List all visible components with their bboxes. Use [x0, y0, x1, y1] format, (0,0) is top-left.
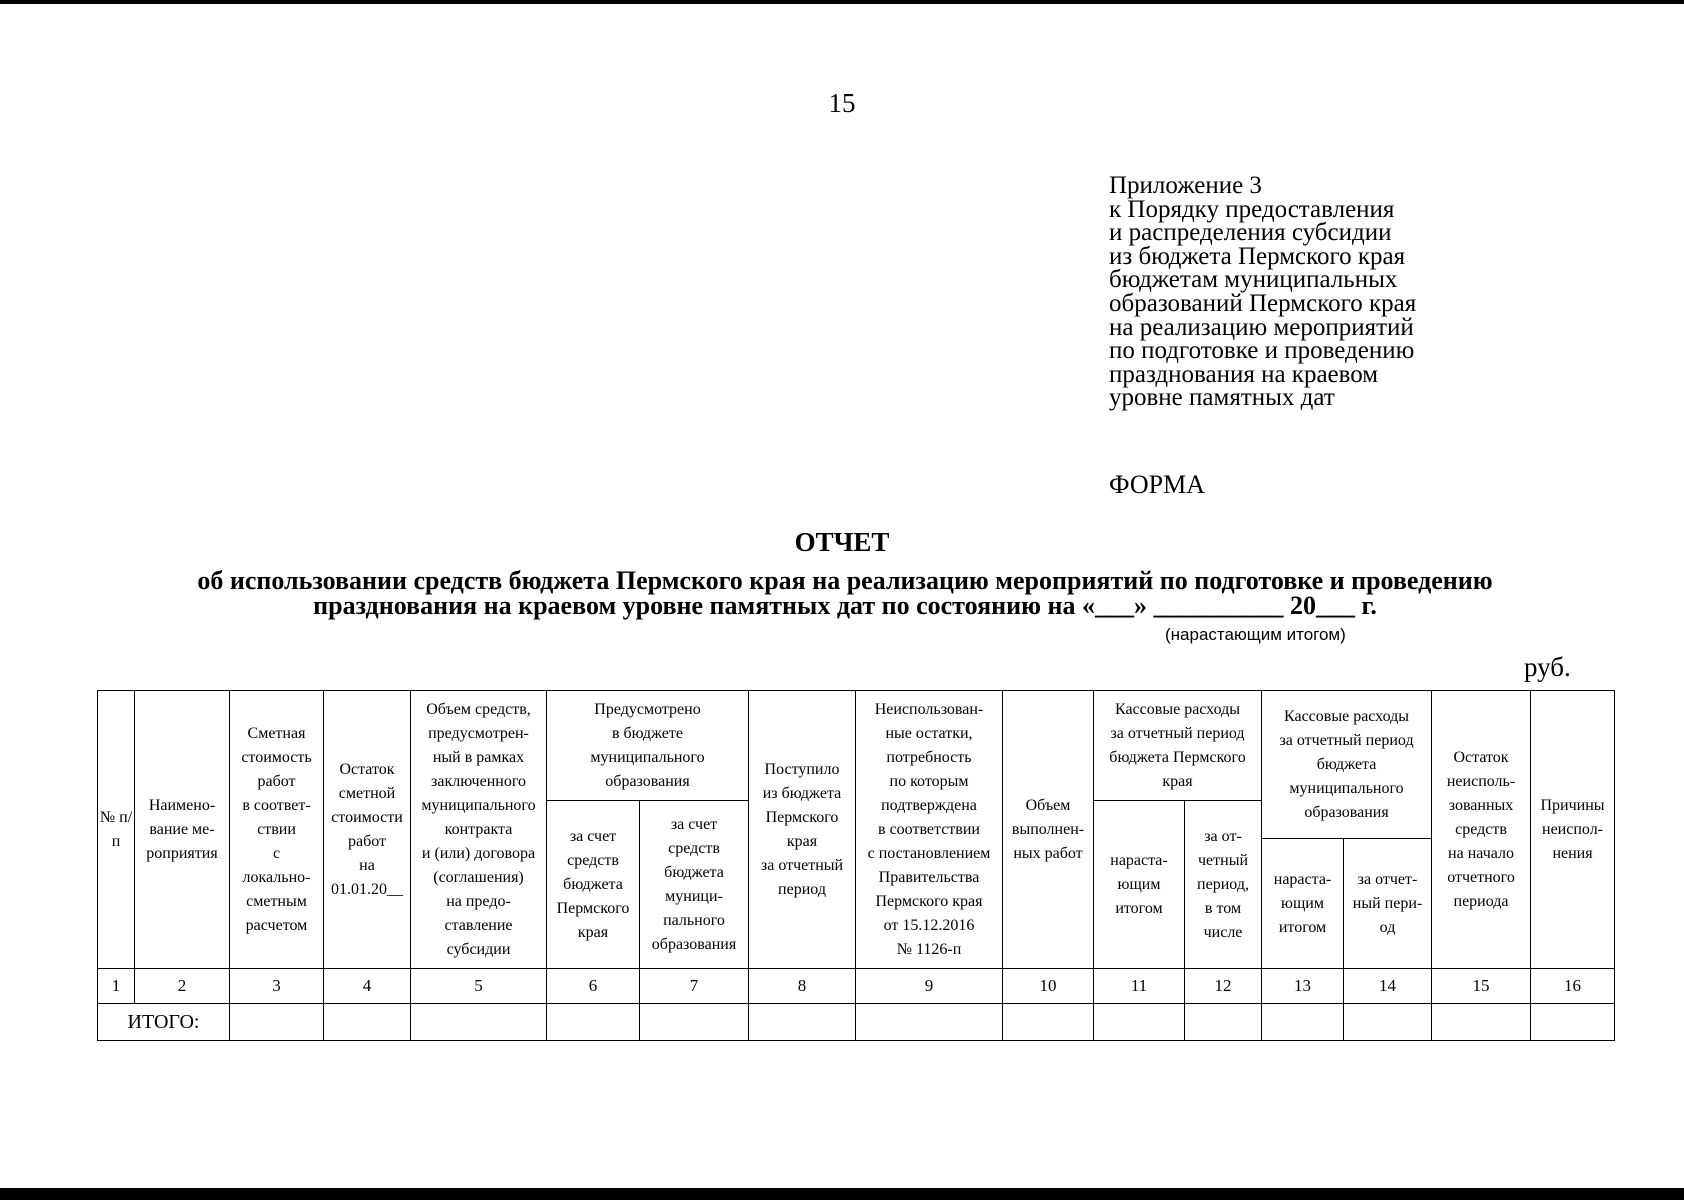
appendix-line: образований Пермского края [1109, 289, 1417, 317]
total-cell [547, 1004, 640, 1041]
currency-label: руб. [1524, 652, 1571, 682]
scan-top-edge [0, 0, 1684, 4]
header-regional-period: за от- четный период, в том числе [1185, 801, 1262, 969]
subtitle-line-1: об использовании средств бюджета Пермского края на реализацию мероприятий по подготовке и проведению [197, 566, 1493, 595]
appendix-line: к Порядку предоставления [1109, 195, 1395, 223]
report-title: ОТЧЕТ [794, 527, 890, 557]
total-cell [1185, 1004, 1262, 1041]
appendix-line: по подготовке и проведению [1109, 337, 1415, 365]
header-municipal-period: за отчет- ный пери- од [1344, 839, 1432, 969]
header-regional-cumulative: нараста- ющим итогом [1094, 801, 1185, 969]
header-municipal-cumulative: нараста- ющим итогом [1262, 839, 1344, 969]
header-regional-cash-expenses-group: Кассовые расходы за отчетный период бюджета Пермского края [1094, 691, 1262, 801]
form-label: ФОРМА [1109, 470, 1205, 499]
subtitle-line-2: празднования на краевом уровне памятных дат по состоянию на «___» __________ 20___ г. [313, 591, 1377, 620]
column-number: 4 [324, 969, 411, 1004]
appendix-line: из бюджета Пермского края [1109, 242, 1406, 270]
column-number: 6 [547, 969, 640, 1004]
appendix-line: Приложение 3 [1109, 172, 1262, 199]
column-number: 11 [1094, 969, 1185, 1004]
scan-bottom-edge [0, 1188, 1684, 1200]
header-received-from-region: Поступило из бюджета Пермского края за отчетный период [749, 691, 856, 969]
header-remaining-cost: Остаток сметной стоимости работ на 01.01.20__ [324, 691, 411, 969]
total-cell [1531, 1004, 1615, 1041]
total-cell [1262, 1004, 1344, 1041]
total-cell [324, 1004, 411, 1041]
column-number: 10 [1003, 969, 1094, 1004]
column-number: 5 [411, 969, 547, 1004]
appendix-line: и распределения субсидии [1109, 219, 1392, 247]
total-cell [856, 1004, 1003, 1041]
header-contract-volume: Объем средств, предусмотрен- ный в рамках заключенного муниципального контракта и (или) договора (соглашения) на предо- ставление субсидии [411, 691, 547, 969]
total-cell [1344, 1004, 1432, 1041]
total-label: ИТОГО: [98, 1004, 230, 1041]
total-row [98, 1004, 1615, 1041]
total-cell [1094, 1004, 1185, 1041]
header-municipal-cash-expenses-group: Кассовые расходы за отчетный период бюджета муниципального образования [1262, 691, 1432, 839]
page-number: 15 [828, 88, 856, 118]
column-number: 9 [856, 969, 1003, 1004]
report-subtitle [60, 568, 1630, 618]
header-event-name: Наимено- вание ме- роприятия [135, 691, 230, 969]
report-table [97, 690, 1615, 1041]
total-cell [1003, 1004, 1094, 1041]
appendix-block [1109, 174, 1416, 410]
column-number: 15 [1432, 969, 1531, 1004]
header-work-volume: Объем выполнен- ных работ [1003, 691, 1094, 969]
header-unused-funds-balance: Остаток неисполь- зованных средств на начало отчетного периода [1432, 691, 1531, 969]
total-cell [411, 1004, 547, 1041]
header-non-execution-reasons: Причины неиспол- нения [1531, 691, 1615, 969]
column-number: 7 [640, 969, 749, 1004]
appendix-line: на реализацию мероприятий [1109, 313, 1414, 341]
header-row-number: № п/п [98, 691, 135, 969]
total-cell [640, 1004, 749, 1041]
column-number: 2 [135, 969, 230, 1004]
total-cell [230, 1004, 324, 1041]
column-number: 13 [1262, 969, 1344, 1004]
total-cell [749, 1004, 856, 1041]
header-regional-budget-funds: за счет средств бюджета Пермского края [547, 801, 640, 969]
appendix-line: празднования на краевом [1109, 360, 1379, 388]
column-number: 8 [749, 969, 856, 1004]
column-number: 12 [1185, 969, 1262, 1004]
header-municipal-budget-funds: за счет средств бюджета муници- пального образования [640, 801, 749, 969]
appendix-line: уровне памятных дат [1109, 384, 1335, 412]
header-municipal-budget-group: Предусмотрено в бюджете муниципального образования [547, 691, 749, 801]
appendix-line: бюджетам муниципальных [1109, 266, 1398, 294]
column-number: 16 [1531, 969, 1615, 1004]
header-unused-balances: Неиспользован- ные остатки, потребность по которым подтверждена в соответствии с постановлением Правительства Пермского края от 15.12.2016 № 1126-п [856, 691, 1003, 969]
column-number: 1 [98, 969, 135, 1004]
column-number: 14 [1344, 969, 1432, 1004]
column-numbers-row [98, 969, 1615, 1004]
column-number: 3 [230, 969, 324, 1004]
total-cell [1432, 1004, 1531, 1041]
header-estimated-cost: Сметная стоимость работ в соответ- ствии с локально- сметным расчетом [230, 691, 324, 969]
cumulative-note: (нарастающим итогом) [1165, 625, 1346, 644]
